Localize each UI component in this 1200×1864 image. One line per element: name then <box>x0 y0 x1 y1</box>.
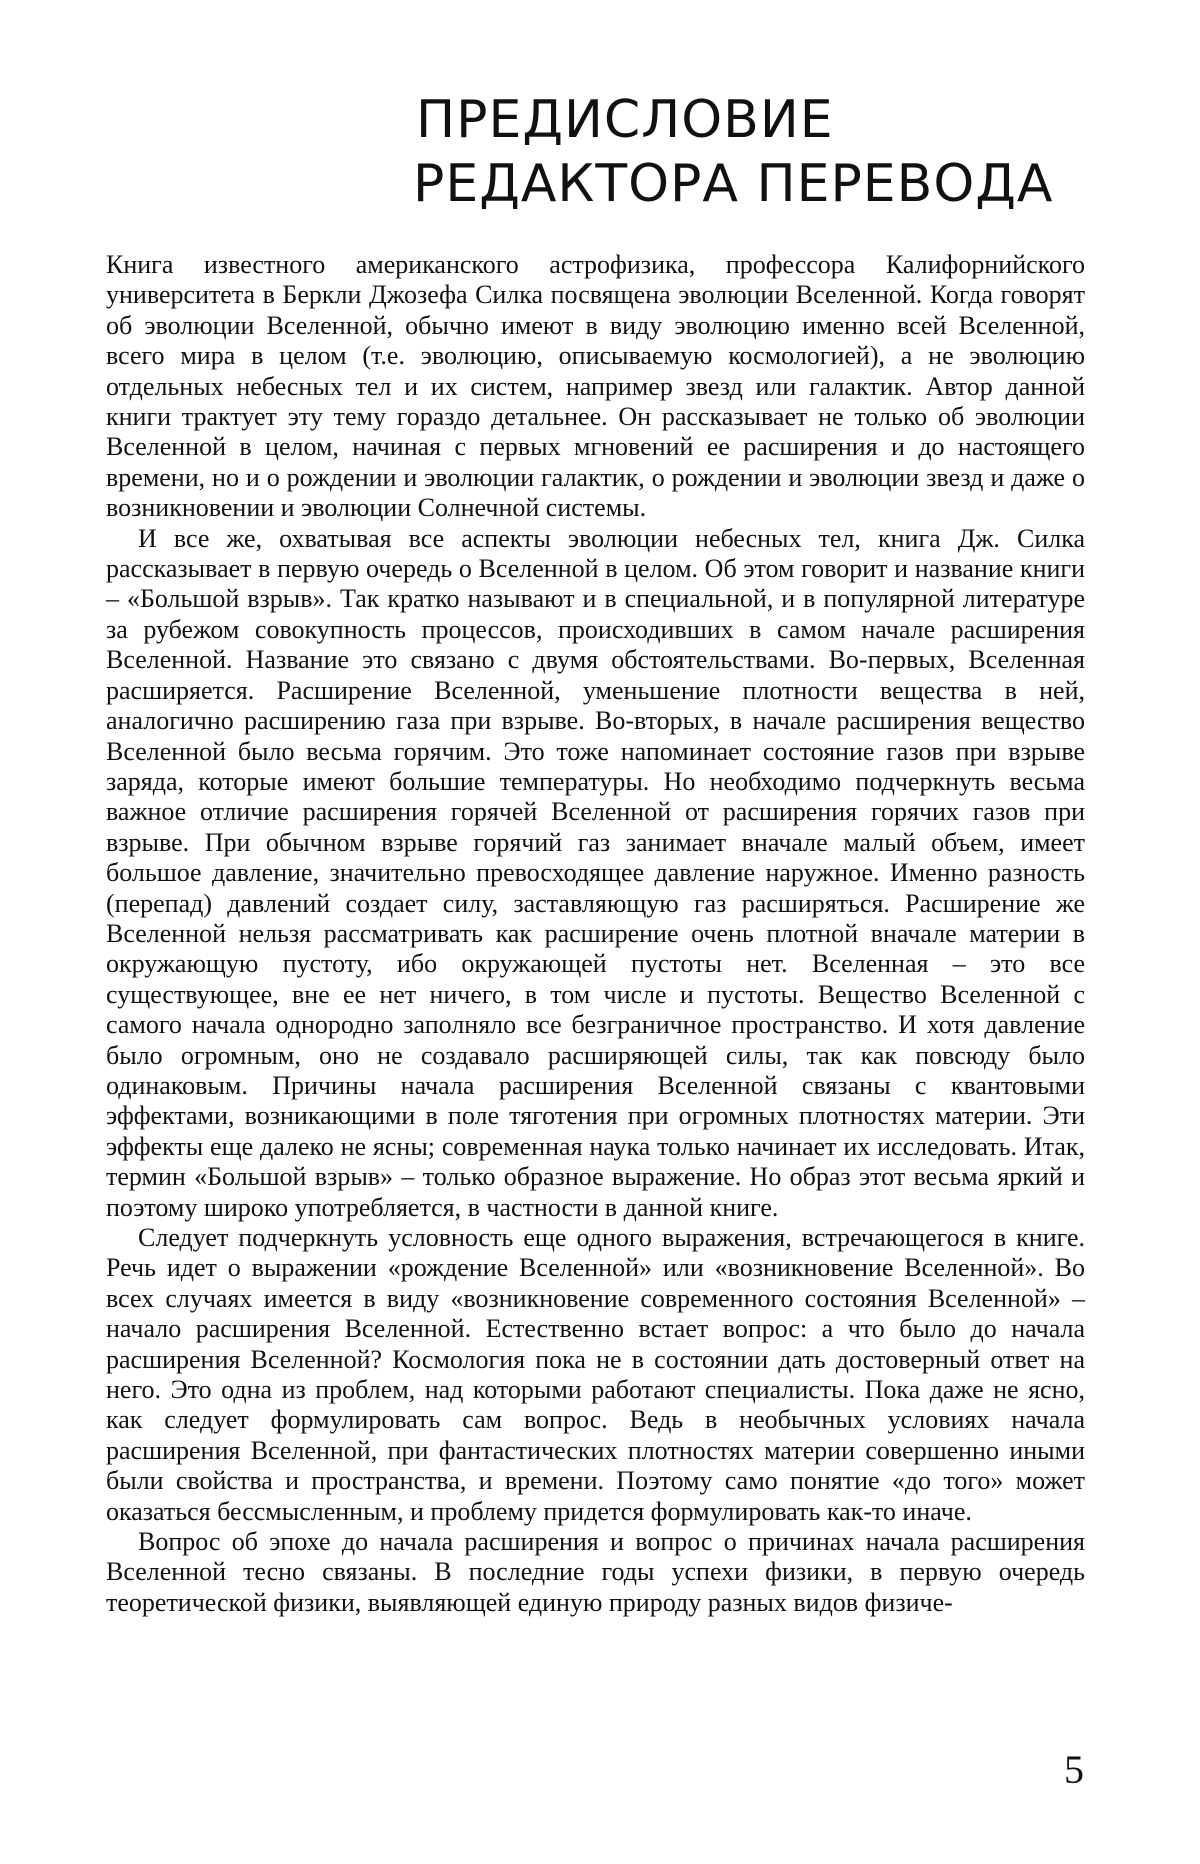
body-text <box>106 250 1085 1770</box>
chapter-heading <box>350 88 1054 216</box>
paragraph: И все же, охватывая все аспекты эволюции небесных тел, книга Дж. Силка рассказывает в первую очередь о Вселенной в целом. Об этом говорит и название книги – «Большой взрыв». Так кратко называют и в специальной, и в популярной литературе за рубежом совокупность процессов, происходивших в самом начале расширения Вселенной. Название это связано с двумя обстоятельствами. Во-первых, Вселенная расширяется. Расширение Вселенной, уменьшение плотности вещества в ней, аналогично расширению газа при взрыве. Во-вторых, в начале расширения вещество Вселенной было весьма горячим. Это тоже напоминает состояние газов при взрыве заряда, которые имеют большие температуры. Но необходимо подчеркнуть весьма важное отличие расширения горячей Вселенной от расширения горячих газов при взрыве. При обычном взрыве горячий газ занимает вначале малый объем, имеет большое давление, значительно превосходящее давление наружное. Именно разность (перепад) давлений создает силу, заставляющую газ расширяться. Расширение же Вселенной нельзя рассматривать как расширение очень плотной вначале материи в окружающую пустоту, ибо окружающей пустоты нет. Вселенная – это все существующее, вне ее нет ничего, в том числе и пустоты. Вещество Вселенной с самого начала однородно заполняло все безграничное пространство. И хотя давление было огромным, оно не создавало расширяющей силы, так как повсюду было одинаковым. Причины начала расширения Вселенной связаны с квантовыми эффектами, возникающими в поле тяготения при огромных плотностях материи. Эти эффекты еще далеко не ясны; современная наука только начинает их исследовать. Итак, термин «Большой взрыв» – только образное выражение. Но образ этот весьма яркий и поэтому широко употребляется, в частности в данной книге. <box>106 523 1085 1222</box>
page-number: 5 <box>1064 1747 1084 1792</box>
paragraph: Вопрос об эпохе до начала расширения и вопрос о причинах начала расширения Вселенной тесно связаны. В последние годы успехи физики, в первую очередь теоретической физики, выявляющей единую природу разных видов физиче- <box>106 1527 1085 1617</box>
paragraph: Книга известного американского астрофизика, профессора Калифорнийского университета в Беркли Джозефа Силка посвящена эволюции Вселенной. Когда говорят об эволюции Вселенной, обычно имеют в виду эволюцию именно всей Вселенной, всего мира в целом (т.е. эволюцию, описываемую космологией), а не эволюцию отдельных небесных тел и их систем, например звезд или галактик. Автор данной книги трактует эту тему гораздо детальнее. Он рассказывает не только об эволюции Вселенной в целом, начиная с первых мгновений ее расширения и до настоящего времени, но и о рождении и эволюции галактик, о рождении и эволюции звезд и даже о возникновении и эволюции Солнечной системы. <box>106 250 1085 523</box>
chapter-heading-line-2: РЕДАКТОРА ПЕРЕВОДА <box>413 154 1054 214</box>
paragraph: Следует подчеркнуть условность еще одного выражения, встречающегося в книге. Речь идет о выражении «рождение Вселенной» или «возникновение Вселенной». Во всех случаях имеется в виду «возникновение современного состояния Вселенной» – начало расширения Вселенной. Естественно встает вопрос: а что было до начала расширения Вселенной? Космология пока не в состоянии дать достоверный ответ на него. Это одна из проблем, над которыми работают специалисты. Пока даже не ясно, как следует формулировать сам вопрос. Ведь в необычных условиях начала расширения Вселенной, при фантастических плотностях материи совершенно иными были свойства и пространства, и времени. Поэтому само понятие «до того» может оказаться бессмысленным, и проблему придется формулировать как-то иначе. <box>106 1223 1085 1526</box>
chapter-heading-line-1: ПРЕДИСЛОВИЕ <box>416 90 834 150</box>
